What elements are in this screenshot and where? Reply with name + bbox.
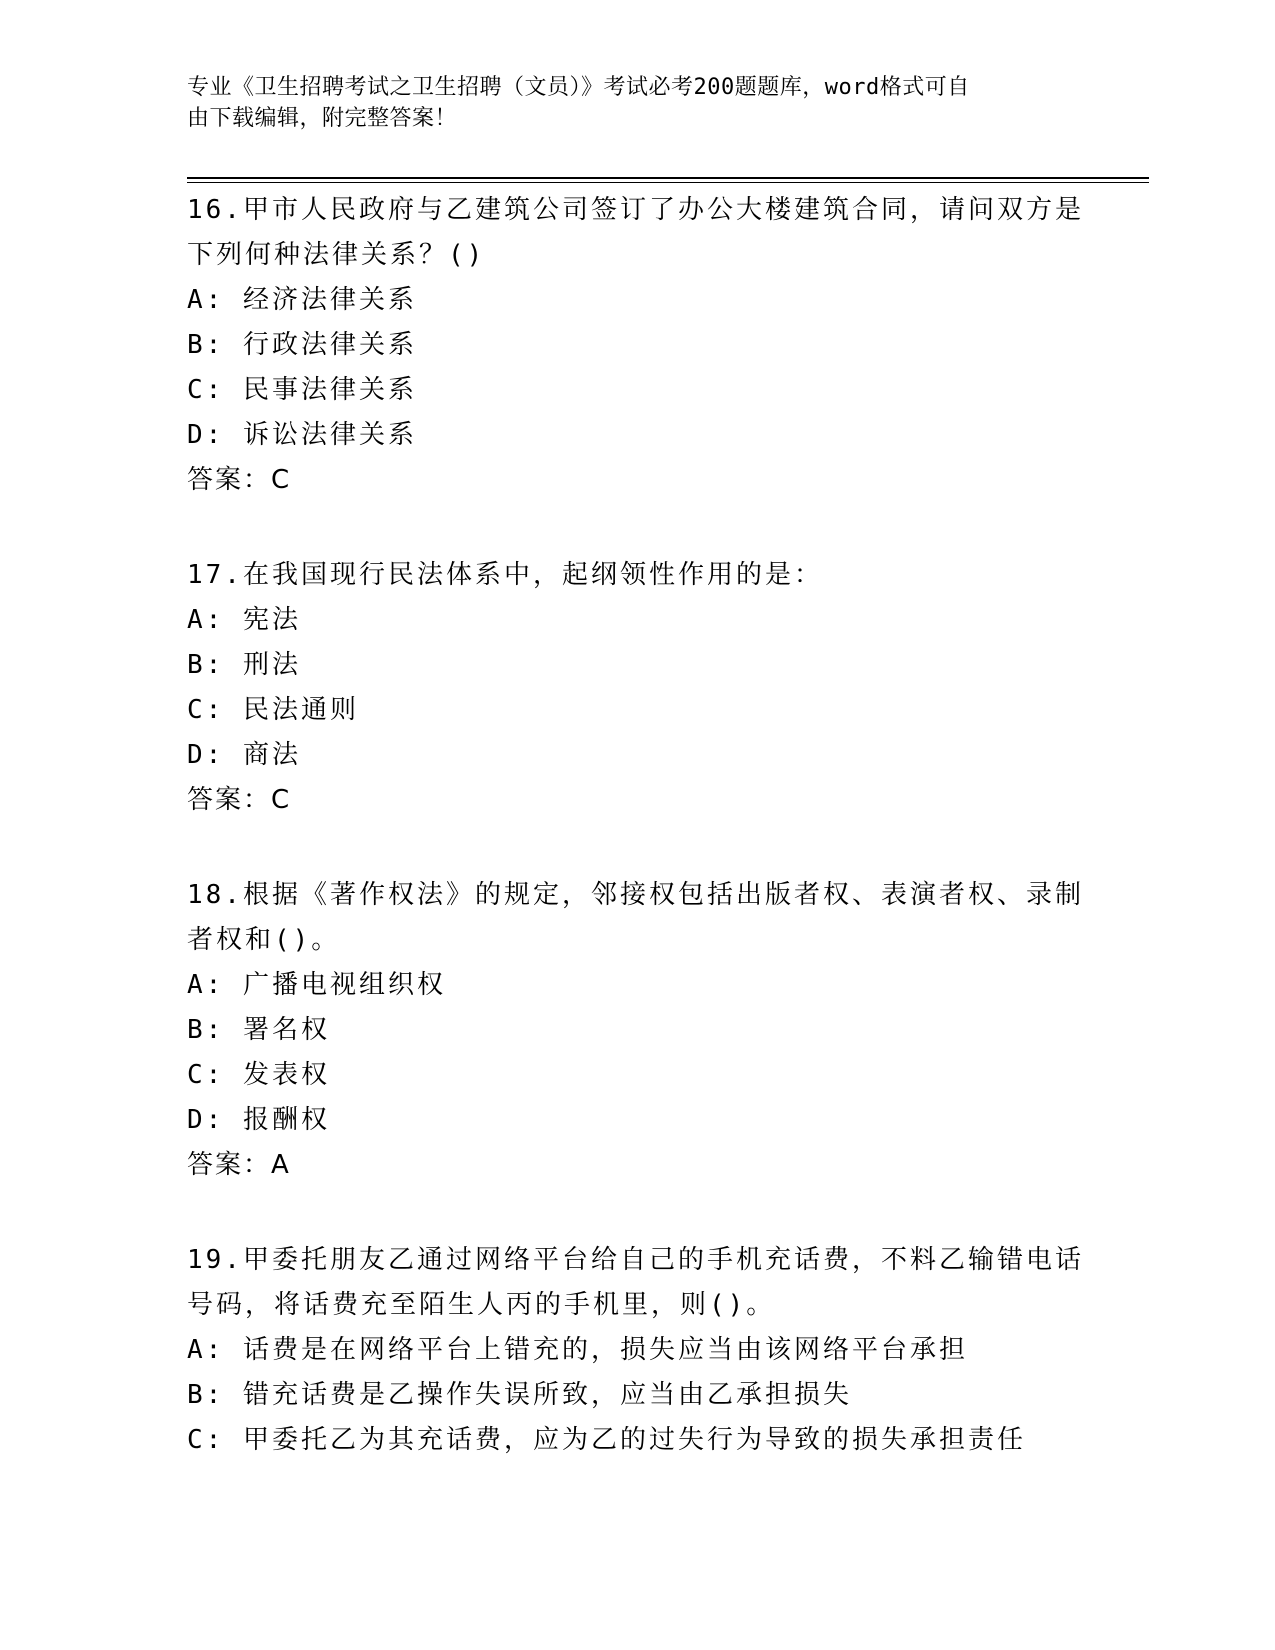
answer-option: B: 署名权: [187, 1015, 330, 1045]
header-line-1: 专业《卫生招聘考试之卫生招聘（文员）》考试必考200题题库，word格式可自: [187, 75, 970, 100]
question-stem: 16.甲市人民政府与乙建筑公司签订了办公大楼建筑合同，请问双方是: [187, 195, 1084, 225]
answer-option: A: 话费是在网络平台上错充的，损失应当由该网络平台承担: [187, 1335, 968, 1365]
answer-option: A: 广播电视组织权: [187, 970, 446, 1000]
question-block: [187, 188, 1087, 503]
question-stem: 号码，将话费充至陌生人丙的手机里，则()。: [187, 1290, 776, 1320]
answer-option: B: 行政法律关系: [187, 330, 417, 360]
question-stem: 19.甲委托朋友乙通过网络平台给自己的手机充话费，不料乙输错电话: [187, 1245, 1084, 1275]
header-line-2: 由下载编辑，附完整答案！: [187, 106, 458, 131]
question-stem: 者权和()。: [187, 925, 341, 955]
answer-option: D: 诉讼法律关系: [187, 420, 417, 450]
question-stem: 18.根据《著作权法》的规定，邻接权包括出版者权、表演者权、录制: [187, 880, 1084, 910]
question-block: [187, 553, 1087, 823]
answer-option: B: 刑法: [187, 650, 301, 680]
answer-option: D: 报酬权: [187, 1105, 330, 1135]
correct-answer: 答案：C: [187, 465, 292, 495]
answer-option: D: 商法: [187, 740, 301, 770]
answer-option: A: 经济法律关系: [187, 285, 417, 315]
answer-option: C: 民事法律关系: [187, 375, 417, 405]
correct-answer: 答案：C: [187, 785, 292, 815]
answer-option: C: 甲委托乙为其充话费，应为乙的过失行为导致的损失承担责任: [187, 1425, 1026, 1455]
header-divider-thin: [187, 182, 1149, 183]
question-block: [187, 1238, 1087, 1463]
question-stem: 下列何种法律关系？(): [187, 240, 486, 270]
question-stem: 17.在我国现行民法体系中，起纲领性作用的是：: [187, 560, 823, 590]
correct-answer: 答案：A: [187, 1150, 291, 1180]
answer-option: A: 宪法: [187, 605, 301, 635]
question-block: [187, 873, 1087, 1188]
question-list: [187, 188, 1087, 1513]
answer-option: C: 发表权: [187, 1060, 330, 1090]
answer-option: C: 民法通则: [187, 695, 359, 725]
answer-option: B: 错充话费是乙操作失误所致，应当由乙承担损失: [187, 1380, 852, 1410]
document-header: [187, 72, 1087, 134]
header-divider-thick: [187, 177, 1149, 179]
